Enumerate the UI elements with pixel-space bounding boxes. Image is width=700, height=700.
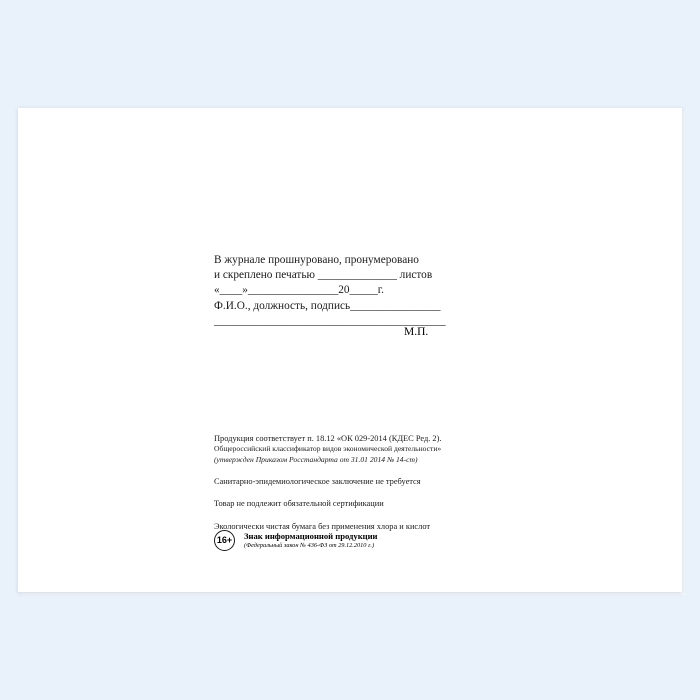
legal-line-2: Общероссийский классификатор видов экономической деятельности» (214, 444, 442, 454)
certification-line-1: В журнале прошнуровано, пронумеровано (214, 254, 419, 266)
legal-line-6: Экологически чистая бумага без применения хлора и кислот (214, 521, 431, 531)
legal-line-3: (утвержден Приказом Росстандарта от 31.01 2014 № 14-ст) (214, 454, 418, 464)
legal-line-5: Товар не подлежит обязательной сертификации (214, 499, 384, 509)
certification-block (214, 253, 494, 329)
certification-line-2: и скреплено печатью ______________ листов (214, 269, 433, 282)
certification-line-3: «____»________________20_____г. (214, 284, 384, 297)
document-paper (18, 108, 682, 592)
age-rating-title: Знак информационной продукции (244, 531, 378, 541)
document-page-wrapper (18, 108, 682, 592)
certification-line-5: _________________________________________ (214, 314, 446, 327)
legal-notice-block (214, 433, 514, 532)
age-rating-subtitle: (Федеральный закон № 436-ФЗ от 29.12.2010 г.) (244, 541, 375, 549)
legal-line-4: Санитарно-эпидемиологическое заключение не требуется (214, 477, 421, 487)
age-rating-texts (244, 531, 378, 550)
certification-line-4: Ф.И.О., должность, подпись________________ (214, 299, 441, 312)
age-rating-badge-icon: 16+ (214, 530, 235, 551)
age-rating-row (214, 530, 378, 551)
legal-line-1: Продукция соответствует п. 18.12 «ОК 029-2014 (КДЕС Ред. 2). (214, 434, 442, 443)
stamp-place-mark: М.П. (404, 326, 429, 338)
